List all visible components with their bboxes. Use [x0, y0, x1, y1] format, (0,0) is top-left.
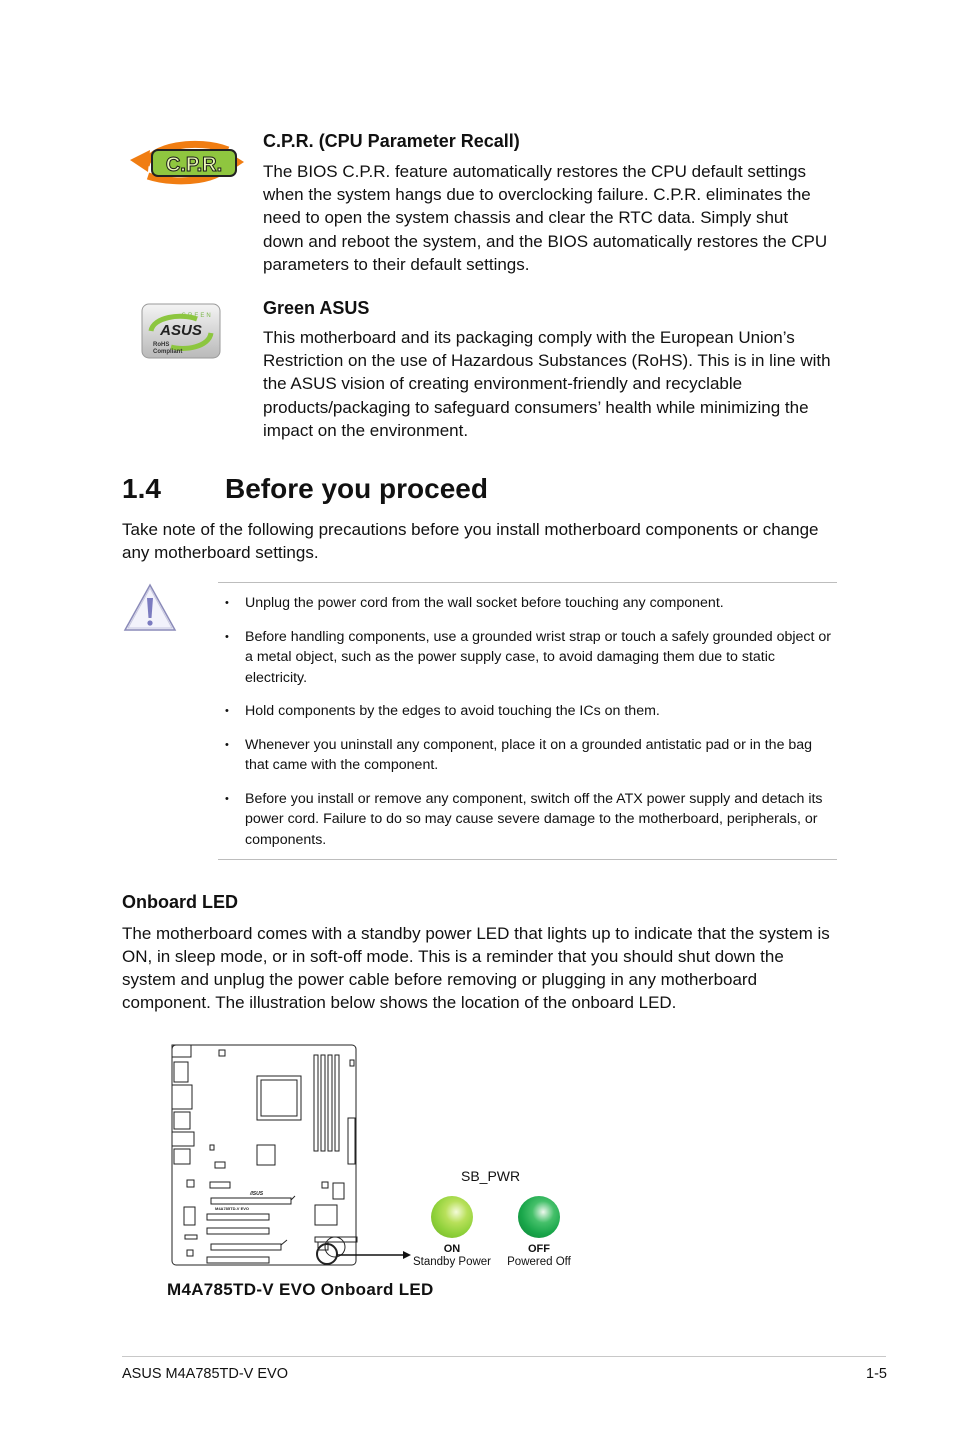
footer-title: ASUS M4A785TD-V EVO	[122, 1366, 288, 1382]
svg-text:RoHS: RoHS	[153, 342, 170, 348]
svg-text:Compliant: Compliant	[153, 349, 183, 355]
section-title: Before you proceed	[225, 473, 488, 504]
svg-text:C.P.R.: C.P.R.	[165, 154, 223, 176]
caution-item: • Whenever you uninstall any component, place it on a grounded antistatic pad or in the bag that came with the component.	[218, 735, 837, 776]
caution-item: • Hold components by the edges to avoid touching the ICs on them.	[218, 701, 837, 722]
footer-divider	[122, 1356, 886, 1357]
svg-text:GREEN: GREEN	[181, 313, 213, 319]
onboard-led-body: The motherboard comes with a standby power LED that lights up to indicate that the system is ON, in sleep mode, or in soft-off mode. This is a reminder that you should shut down the system and unplug the power cable before removing or plugging in any motherboard component. The illustration below shows the location of the onboard LED.	[122, 924, 830, 1012]
led-on-desc: Standby Power	[413, 1256, 491, 1268]
led-off-label: OFF	[528, 1243, 550, 1255]
feature-title-green-asus: Green ASUS	[263, 298, 370, 318]
onboard-led-title: Onboard LED	[122, 892, 238, 912]
warning-triangle-icon	[123, 582, 177, 634]
cpr-logo-icon	[128, 136, 246, 188]
feature-title-cpr: C.P.R. (CPU Parameter Recall)	[263, 131, 520, 151]
caution-item: • Before handling components, use a grounded wrist strap or touch a safely grounded object or a metal object, such as the power supply case, to avoid damaging them due to static electricity.	[218, 627, 837, 689]
section-intro: Take note of the following precautions before you install motherboard components or change any motherboard settings.	[122, 520, 819, 562]
led-on-indicator	[431, 1196, 473, 1238]
led-name-label: SB_PWR	[461, 1168, 521, 1184]
led-off-indicator	[518, 1196, 560, 1238]
caution-box	[218, 582, 837, 860]
feature-body-green-asus: This motherboard and its packaging comply with the European Union’s Restriction on the use of Hazardous Substances (RoHS). This is in line with the ASUS vision of creating environment-friendly and recyclable products/packaging to safeguard consumers’ health while minimizing the impact on the environment.	[263, 328, 831, 440]
section-number: 1.4	[122, 473, 161, 504]
page-number: 1-5	[866, 1366, 887, 1382]
svg-text:ASUS: ASUS	[160, 322, 202, 339]
feature-body-cpr: The BIOS C.P.R. feature automatically restores the CPU default settings when the system hangs due to overclocking failure. C.P.R. eliminates the need to open the system chassis and clear the RTC data. Simply shut down and reboot the system, and the BIOS automatically restores the CPU parameters to their default settings.	[263, 162, 828, 274]
led-off-desc: Powered Off	[507, 1256, 571, 1268]
motherboard-layout-diagram	[165, 1040, 365, 1270]
green-asus-rohs-icon	[141, 303, 221, 359]
led-on-label: ON	[443, 1243, 461, 1255]
svg-text:M4A785TD-V EVO: M4A785TD-V EVO	[215, 1206, 250, 1211]
caution-item: • Before you install or remove any component, switch off the ATX power supply and detach its power cord. Failure to do so may cause severe damage to the motherboard, peripherals, or components.	[218, 789, 837, 851]
caution-item: • Unplug the power cord from the wall socket before touching any component.	[218, 593, 837, 614]
figure-caption: M4A785TD-V EVO Onboard LED	[167, 1280, 434, 1299]
svg-text:/ISUS: /ISUS	[250, 1191, 264, 1197]
led-pointer-arrow	[337, 1248, 412, 1260]
caution-list	[218, 593, 837, 863]
